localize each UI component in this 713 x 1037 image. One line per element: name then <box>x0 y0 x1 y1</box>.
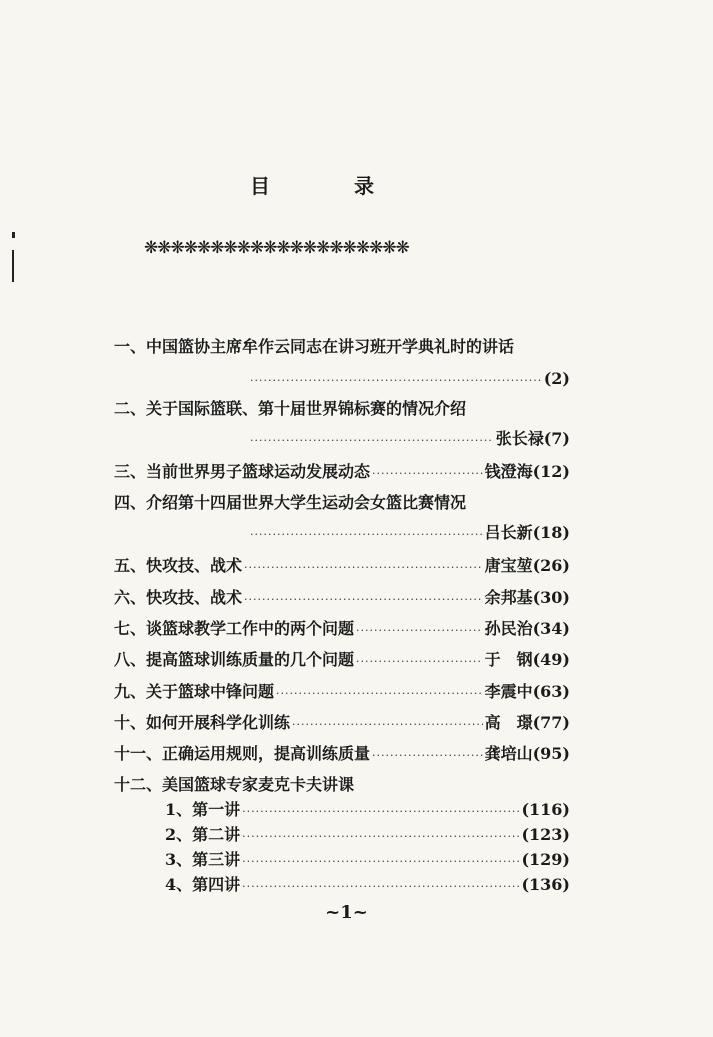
toc-entry-2-line <box>248 428 570 452</box>
toc-entry-5 <box>114 555 570 579</box>
toc-sub-entry-3 <box>165 849 570 873</box>
toc-entry-11-author: 龚培山 <box>484 744 533 763</box>
leader-dots <box>242 801 519 823</box>
leader-dots <box>356 651 483 673</box>
page-number: ~1~ <box>325 902 368 923</box>
toc-entry-8-author: 于 钢 <box>484 650 533 669</box>
toc-entry-9-page: (63) <box>532 682 570 701</box>
toc-entry-10-author: 高 璟 <box>484 713 533 732</box>
toc-entry-4-page: (18) <box>532 523 570 542</box>
toc-entry-8-title: 八、提高篮球训练质量的几个问题 <box>114 650 355 669</box>
leader-dots <box>250 370 542 392</box>
toc-sub-entry-1-page: (116) <box>521 800 570 819</box>
toc-sub-entry-4 <box>165 874 570 898</box>
toc-entry-1-page: (2) <box>543 369 570 388</box>
page-number-footer <box>0 902 713 923</box>
leader-dots <box>276 683 483 705</box>
toc-entry-4-line <box>248 522 570 546</box>
toc-entry-5-title: 五、快攻技、战术 <box>114 556 243 575</box>
toc-entry-11-page: (95) <box>532 744 570 763</box>
toc-entry-2-author: 张长禄 <box>495 429 544 448</box>
leader-dots <box>372 463 483 485</box>
toc-sub-entry-4-page: (136) <box>521 875 570 894</box>
toc-entry-9 <box>114 681 570 705</box>
toc-entry-1-line <box>248 368 570 392</box>
toc-entry-3-author: 钱澄海 <box>484 462 533 481</box>
toc-entry-1-title: 一、中国篮协主席牟作云同志在讲习班开学典礼时的讲话 <box>114 337 515 356</box>
toc-entry-10-title: 十、如何开展科学化训练 <box>114 713 291 732</box>
toc-entry-6-title: 六、快攻技、战术 <box>114 588 243 607</box>
leader-dots <box>242 876 519 898</box>
leader-dots <box>250 430 494 452</box>
toc-entry-8 <box>114 649 570 673</box>
leader-dots <box>356 620 483 642</box>
toc-sub-entry-1-title: 1、第一讲 <box>165 800 241 819</box>
leader-dots <box>292 714 483 736</box>
toc-entry-11 <box>114 743 570 767</box>
leader-dots <box>244 557 483 579</box>
toc-sub-entry-4-title: 4、第四讲 <box>165 875 241 894</box>
toc-entry-7-author: 孙民治 <box>484 619 533 638</box>
toc-sub-entry-1 <box>165 799 570 823</box>
toc-sub-entry-2 <box>165 824 570 848</box>
title-char-1: 目 <box>250 174 270 198</box>
toc-entry-10-page: (77) <box>532 713 570 732</box>
toc-entry-3 <box>114 461 570 485</box>
toc-entry-7 <box>114 618 570 642</box>
leader-dots <box>372 745 483 767</box>
toc-entry-6-author: 余邦基 <box>484 588 533 607</box>
toc-entry-4-title: 四、介绍第十四届世界大学生运动会女篮比赛情况 <box>114 493 467 512</box>
toc-entry-6 <box>114 587 570 611</box>
toc-sub-entry-2-title: 2、第二讲 <box>165 825 241 844</box>
leader-dots <box>244 589 483 611</box>
toc-entry-3-title: 三、当前世界男子篮球运动发展动态 <box>114 462 371 481</box>
toc-entry-9-title: 九、关于篮球中锋问题 <box>114 682 275 701</box>
leader-dots <box>242 826 519 848</box>
toc-entry-5-page: (26) <box>532 556 570 575</box>
toc-entry-2-page: (7) <box>543 429 570 448</box>
toc-sub-entry-2-page: (123) <box>521 825 570 844</box>
leader-dots <box>242 851 519 873</box>
decorative-ornament-row: ❋❋❋❋❋❋❋❋❋❋❋❋❋❋❋❋❋❋❋❋ <box>144 238 409 258</box>
leader-dots <box>250 524 483 546</box>
toc-entry-2-title: 二、关于国际篮联、第十届世界锦标赛的情况介绍 <box>114 399 467 418</box>
toc-entry-11-title: 十一、正确运用规则，提高训练质量 <box>114 744 371 763</box>
toc-sub-entry-3-title: 3、第三讲 <box>165 850 241 869</box>
title-char-2: 录 <box>354 174 374 198</box>
toc-entry-9-author: 李震中 <box>484 682 533 701</box>
toc-entry-3-page: (12) <box>532 462 570 481</box>
toc-entry-12-title: 十二、美国篮球专家麦克卡夫讲课 <box>114 775 355 794</box>
toc-entry-6-page: (30) <box>532 588 570 607</box>
toc-entry-8-page: (49) <box>532 650 570 669</box>
toc-entry-7-page: (34) <box>532 619 570 638</box>
toc-entry-5-author: 唐宝堃 <box>484 556 533 575</box>
toc-sub-entry-3-page: (129) <box>521 850 570 869</box>
toc-entry-7-title: 七、谈篮球教学工作中的两个问题 <box>114 619 355 638</box>
toc-entry-10 <box>114 712 570 736</box>
toc-entry-4-author: 吕长新 <box>484 523 533 542</box>
